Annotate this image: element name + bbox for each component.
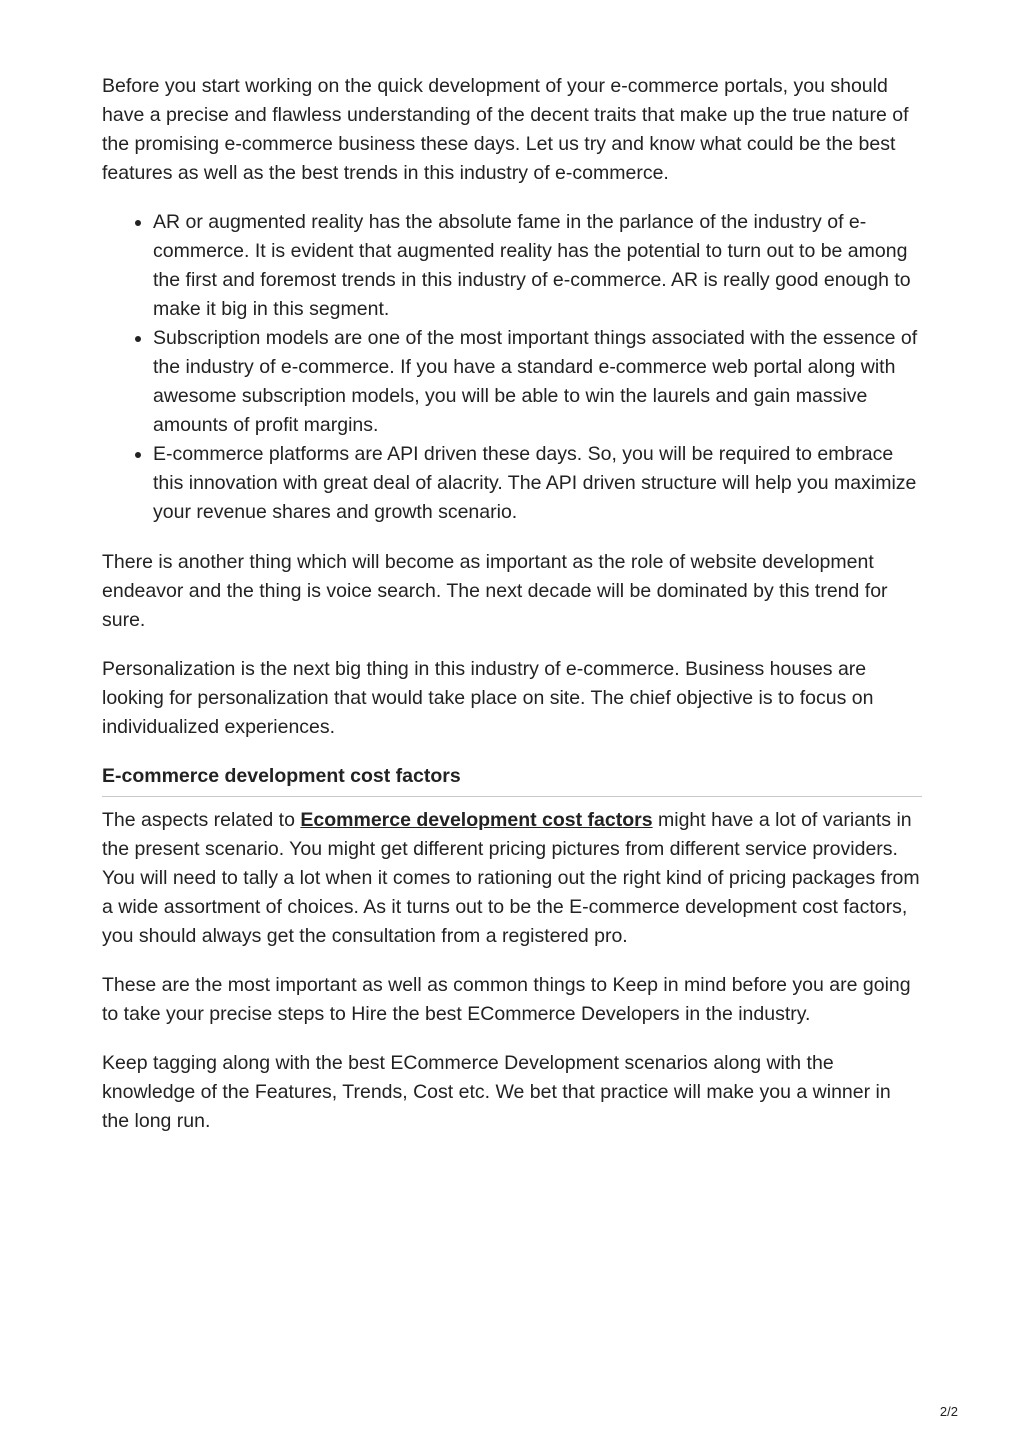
- list-item: • Subscription models are one of the most important things associated with the essence of the industry of e-commerce. If you have a standard e-commerce web portal along with awesome subscription models, you will be able to win the laurels and gain massive amounts of profit margins.: [153, 324, 922, 440]
- cost-factors-link[interactable]: Ecommerce development cost factors: [300, 809, 653, 831]
- important-things-paragraph: These are the most important as well as common things to Keep in mind before you are going to take your precise steps to Hire the best ECommerce Developers in the industry.: [102, 974, 911, 1025]
- closing-paragraph: Keep tagging along with the best ECommerce Development scenarios along with the knowledge of the Features, Trends, Cost etc. We bet that practice will make you a winner in the long run.: [102, 1052, 891, 1132]
- voice-search-paragraph: There is another thing which will become as important as the role of website development endeavor and the thing is voice search. The next decade will be dominated by this trend for sure.: [102, 551, 888, 631]
- article-body: [102, 72, 922, 1156]
- trends-list: [102, 208, 922, 527]
- intro-paragraph: Before you start working on the quick development of your e-commerce portals, you should have a precise and flawless understanding of the decent traits that make up the true nature of the promising e-commerce business these days. Let us try and know what could be the best features as well as the best trends in this industry of e-commerce.: [102, 75, 909, 184]
- list-item: • AR or augmented reality has the absolute fame in the parlance of the industry of e-commerce. It is evident that augmented reality has the potential to turn out to be among the first and foremost trends in this industry of e-commerce. AR is really good enough to make it big in this segment.: [153, 208, 922, 324]
- personalization-paragraph: Personalization is the next big thing in this industry of e-commerce. Business houses are looking for personalization that would take place on site. The chief objective is to focus on individualized experiences.: [102, 658, 874, 738]
- section-heading: E-commerce development cost factors: [102, 762, 922, 797]
- list-item: • E-commerce platforms are API driven these days. So, you will be required to embrace this innovation with great deal of alacrity. The API driven structure will help you maximize your revenue shares and growth scenario.: [153, 440, 922, 527]
- page-number: 2/2: [939, 1404, 958, 1419]
- cost-text-before: The aspects related to: [102, 809, 301, 831]
- cost-paragraph: [102, 806, 922, 951]
- cost-text-after: might have a lot of variants in the present scenario. You might get different pricing pictures from different service providers. You will need to tally a lot when it comes to rationing out the right kind of pricing packages from a wide assortment of choices. As it turns out to be the E-commerce development cost factors, you should always get the consultation from a registered pro.: [102, 809, 920, 947]
